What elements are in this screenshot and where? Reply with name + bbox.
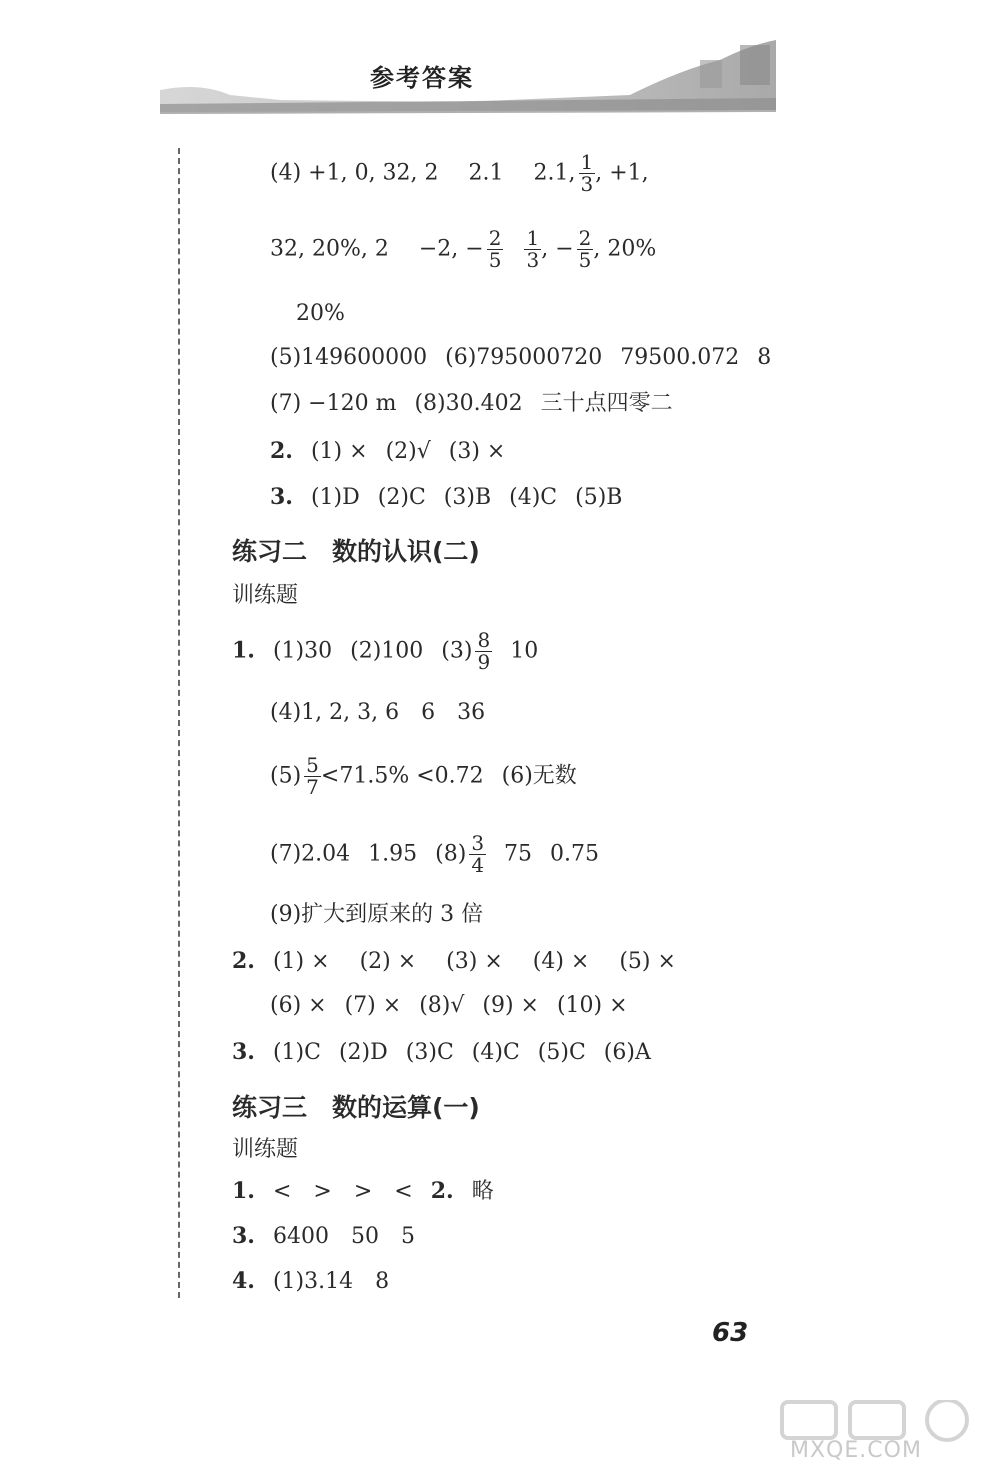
- fraction: $\frac{2}{5}$: [578, 226, 592, 272]
- fraction: $\frac{5}{7}$: [306, 753, 319, 799]
- answer-text: (7) ×: [344, 993, 402, 1018]
- answer-text: 略: [471, 1179, 494, 1204]
- page-number: 63: [712, 1318, 749, 1348]
- answer-line-2: [270, 228, 656, 271]
- answer-text: (5): [270, 763, 302, 789]
- fraction: $\frac{3}{4}$: [471, 831, 485, 877]
- answer-text: (2)√: [385, 439, 431, 464]
- s3-q4-line: [232, 1270, 389, 1293]
- answer-text: (4) +1, 0, 32, 2: [270, 160, 439, 186]
- answer-text: (3) ×: [446, 949, 503, 974]
- answer-text: (6)A: [603, 1040, 651, 1065]
- s2-q1-7-line: [270, 833, 599, 876]
- s2-q1-line: [232, 630, 538, 673]
- answer-text: (4)C: [471, 1040, 520, 1065]
- answer-text: (2)C: [377, 485, 426, 510]
- answer-text: < > > <: [272, 1179, 413, 1204]
- answer-text: (10) ×: [556, 993, 628, 1018]
- answer-line-6: [270, 440, 505, 463]
- answer-text: (2)100: [350, 638, 424, 664]
- answer-text: (3)C: [405, 1040, 454, 1065]
- answer-text: −2, −: [418, 236, 484, 262]
- answer-text: (9) ×: [482, 993, 539, 1018]
- answer-text: (4) ×: [532, 949, 590, 974]
- answer-line-5: [270, 393, 673, 415]
- answer-text: 6400 50 5: [272, 1224, 415, 1249]
- answer-text: 2.1: [468, 160, 504, 186]
- section-title-3: 练习三 数的运算(一): [232, 1093, 480, 1122]
- answer-line-1: [270, 152, 649, 195]
- answer-text: (3) ×: [448, 439, 506, 464]
- answer-text: (5)B: [575, 485, 623, 510]
- answer-text: 32, 20%, 2: [270, 236, 389, 262]
- question-number: 2.: [430, 1178, 454, 1204]
- watermark-text: MXQE.COM: [790, 1438, 922, 1463]
- answer-text: 1.95: [368, 841, 418, 867]
- s2-q1-4-line: (4)1, 2, 3, 6 6 36: [270, 700, 486, 725]
- section-subtitle-3: 训练题: [232, 1137, 299, 1162]
- question-number: 3.: [270, 484, 293, 510]
- question-number: 1.: [232, 637, 255, 664]
- answer-text: 三十点四零二: [540, 391, 673, 416]
- answer-text: (8)√: [419, 993, 465, 1018]
- answer-text: (7)2.04: [270, 841, 351, 867]
- page-header-title: 参考答案: [370, 64, 474, 92]
- question-number: 2.: [232, 948, 255, 974]
- answer-text: <71.5% <0.72: [320, 763, 484, 789]
- section-title-2: 练习二 数的认识(二): [232, 537, 480, 566]
- dashed-margin-line: [178, 148, 180, 1298]
- answer-text: (4)C: [509, 485, 558, 510]
- answer-text: 8: [757, 345, 772, 370]
- answer-text: (1)C: [272, 1040, 321, 1065]
- answer-text: (8): [435, 841, 467, 867]
- answer-text: (1)3.14 8: [272, 1269, 390, 1294]
- answer-text: 2.1,: [533, 160, 576, 186]
- answer-text: 75: [504, 841, 533, 867]
- answer-text: (3)B: [443, 485, 492, 510]
- s2-q2b-line: [270, 995, 628, 1017]
- answer-text: (3): [441, 638, 473, 664]
- answer-text: , +1,: [595, 160, 649, 186]
- answer-text: (2)D: [338, 1040, 388, 1065]
- answer-text: 79500.072: [620, 345, 740, 370]
- answer-text: (6)无数: [501, 763, 577, 789]
- answer-line-4: [270, 347, 771, 369]
- s2-q2-line: [232, 950, 676, 973]
- answer-text: (5)149600000: [270, 345, 428, 370]
- question-number: 4.: [232, 1268, 255, 1294]
- answer-text: (1) ×: [272, 949, 330, 974]
- section-subtitle-2: 训练题: [232, 583, 299, 608]
- answer-text: 10: [510, 638, 539, 664]
- answer-text: (1) ×: [310, 439, 368, 464]
- answer-text: (2) ×: [359, 949, 417, 974]
- answer-text: (1)D: [310, 485, 360, 510]
- answer-text: (6) ×: [270, 993, 327, 1018]
- answer-text: (8)30.402: [414, 391, 523, 416]
- question-number: 3.: [232, 1223, 255, 1249]
- answer-text: (7) −120 m: [270, 391, 397, 416]
- s2-q3-line: [232, 1041, 651, 1064]
- answer-text: (5) ×: [619, 949, 676, 974]
- answer-text: 0.75: [550, 841, 600, 867]
- question-number: 3.: [232, 1039, 255, 1065]
- answer-line-7: [270, 486, 622, 509]
- question-number: 1.: [232, 1178, 255, 1204]
- fraction: $\frac{1}{3}$: [526, 226, 540, 272]
- s2-q1-5-line: [270, 755, 577, 798]
- fraction: $\frac{1}{3}$: [580, 150, 594, 196]
- s2-q1-9-line: (9)扩大到原来的 3 倍: [270, 902, 484, 927]
- answer-text: , 20%: [593, 236, 657, 262]
- answer-line-3: 20%: [296, 301, 345, 326]
- answer-text: (6)795000720: [445, 345, 603, 370]
- answer-text: , −: [541, 236, 574, 262]
- question-number: 2.: [270, 438, 293, 464]
- answer-text: (1)30: [272, 638, 333, 664]
- answer-text: (5)C: [537, 1040, 586, 1065]
- fraction: $\frac{8}{9}$: [477, 628, 491, 674]
- fraction: $\frac{2}{5}$: [488, 226, 502, 272]
- s3-q3-line: [232, 1225, 415, 1248]
- s3-q1-line: [232, 1180, 494, 1203]
